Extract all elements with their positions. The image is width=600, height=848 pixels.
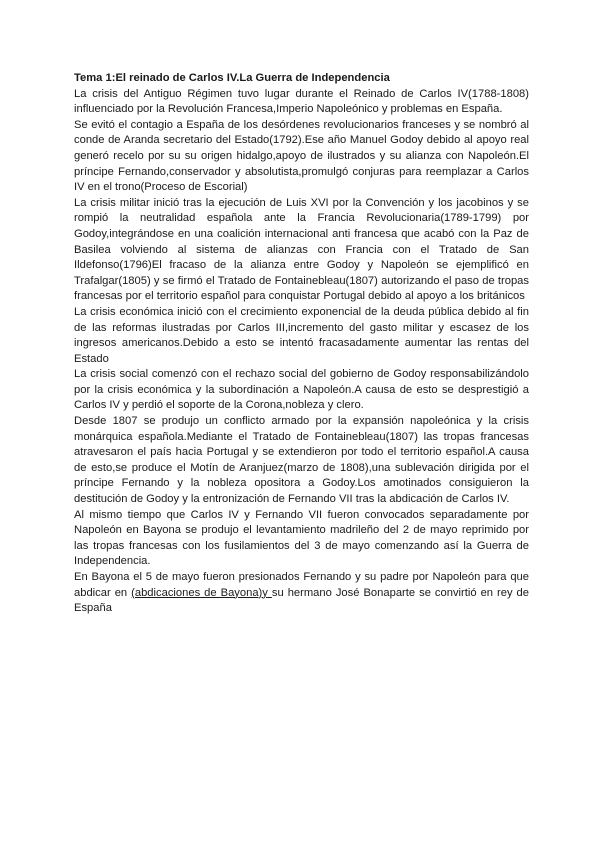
paragraph-crisis-economica: La crisis económica inició con el crecimiento exponencial de la deuda pública debido al fin de las reformas ilustradas por Carlos III,incremento del gasto militar y escasez de los ingresos americanos.Debido a esto se intentó fracasadamente aumentar las rentas del Estado [74,305,529,365]
paragraph-crisis-antiguo-regimen: La crisis del Antiguo Régimen tuvo lugar durante el Reinado de Carlos IV(1788-1808) influenciado por la Revolución Francesa,Imperio Napoleónico y problemas en España. [74,87,529,116]
document-body [74,71,529,617]
paragraph-godoy: Se evitó el contagio a España de los desórdenes revolucionarios franceses y se nombró al conde de Aranda secretario del Estado(1792).Ese año Manuel Godoy debido al apoyo real generó recelo por su su origen hidalgo,apoyo de ilustrados y su alianza con Napoleón.El príncipe Fernando,conservador y absolutista,promulgó conjuras para reemplazar a Carlos IV en el trono(Proceso de Escorial) [74,118,529,194]
document-title: Tema 1:El reinado de Carlos IV.La Guerra de Independencia [74,72,390,84]
abdicaciones-link[interactable]: (abdicaciones de Bayona)y [131,586,272,599]
abdicaciones-text-before: En Bayona el 5 de mayo fueron presionados Fernando y su padre por Napoleón para que abdicar en [74,571,529,599]
paragraph-bayona-2-mayo: Al mismo tiempo que Carlos IV y Fernando VII fueron convocados separadamente por Napoleón en Bayona se produjo el levantamiento madrileño del 2 de mayo reprimido por las tropas francesas con los fusilamientos del 3 de mayo comenzando así la Guerra de Independencia. [74,508,529,568]
paragraph-crisis-social: La crisis social comenzó con el rechazo social del gobierno de Godoy responsabilizándolo por la crisis económica y la subordinación a Napoleón.A causa de esto se desprestigió a Carlos IV y perdió el soporte de la Corona,nobleza y clero. [74,368,529,412]
abdicaciones-text-after: su hermano José Bonaparte se convirtió en rey de España [74,586,529,615]
paragraph-conflicto-armado: Desde 1807 se produjo un conflicto armado por la expansión napoleónica y la crisis monárquica española.Mediante el Tratado de Fontainebleau(1807) las tropas francesas atravesaron el país hacia Portugal y se extendieron por todo el territorio español.A causa de esto,se produce el Motín de Aranjuez(marzo de 1808),una sublevación dirigida por el príncipe Fernando y la nobleza opositora a Godoy.Los amotinados consiguieron la destitución de Godoy y la entronización de Fernando VII tras la abdicación de Carlos IV. [74,415,529,506]
paragraph-abdicaciones [74,570,529,617]
paragraph-crisis-militar: La crisis militar inició tras la ejecución de Luis XVI por la Convención y los jacobinos y se rompió la neutralidad española ante la Francia Revolucionaria(1789-1799) por Godoy,integrándose en una coalición internacional anti francesa que acabó con la Paz de Basilea volviendo al sistema de alianzas con Francia con el Tratado de San Ildefonso(1796)El fracaso de la alianza entre Godoy y Napoleón se ejemplificó en Trafalgar(1805) y se firmó el Tratado de Fontainebleau(1807) autorizando el paso de tropas francesas por el territorio español para conquistar Portugal debido al apoyo a los británicos [74,196,529,303]
